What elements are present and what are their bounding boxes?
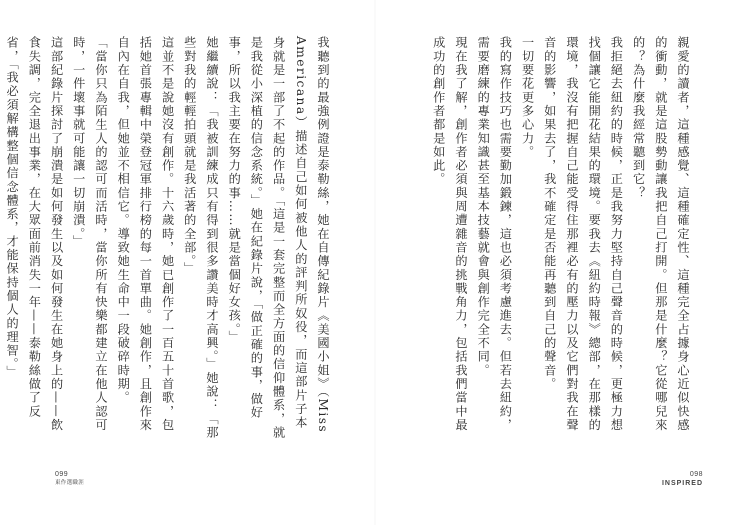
right-page-body-text: 親愛的讀者，這種感覺、這種確定性、這種完全占據身心近似快感的衝動，就是這股勢動讓我把自己打開。但那是什麼？它從哪兒來的？為什麼我經常聽到它？ 我拒絕去紐約的時候，正是我努力堅持自己聲音的時候，更極力想找個讓它能開花結果的環境。要我去《紐約時報》總部，在那樣的環境，我沒有把握自己能受得住那裡必有的壓力以及它們對我在聲音的影響，如果去了，我不確定是否能再聽到自己的聲音。 一切要花更多心力。 我的寫作技巧也需要勤加鍛鍊，這也必須考慮進去。但若去紐約，需要磨練的專業知識甚至基本技藝就會與創作完全不同。 現在我了解，創作者必須與周遭雜音的挑戰角力，包括我們當中最成功的創作者都是如此。 xyxy=(431,36,690,432)
right-page-number: 098 xyxy=(689,471,703,478)
left-page-body-text: 我聽到的最強例證是泰勒絲，她在自傳紀錄片《美國小姐》（Miss Americana）描述自己如何被他人的評判所奴役，而這部片子本身就是一部了不起的作品。「這是一套完整而全方面的信仰體系，就是我從小深植的信念系統。」她在紀錄片說，「做正確的事，做好事，所以我主要在努力的事……就是當個好女孩。」 她繼續說：「我被訓練成只有得到很多讚美時才高興。」她說：「那些對我的輕輕拍頭就是我活著的全部。」 這並不是說她沒有創作。十六歲時，她已創作了一百五十首歌，包括她首張專輯中榮登冠軍排行榜的每一首單曲。她創作，且創作來自內在自我，但她並不相信它。導致她生命中一段破碎時期。 「當你只為陌生人的認可而活時，當你所有快樂都建立在他人認可時，一件壞事就可能讓一切崩潰。」 這部紀錄片探討了崩潰是如何發生以及如何發生在她身上的——飲食失調，完全退出事業，在大眾面前消失一年——泰勒絲做了反省，「我必須解構整個信念體系，才能保持個人的理智。」 xyxy=(5,36,330,440)
left-page-running-title: 東作選職涯 xyxy=(55,480,85,486)
right-page xyxy=(375,0,750,525)
left-page-folio xyxy=(55,470,84,487)
right-page-running-title: INSPIRED xyxy=(661,480,703,487)
right-page-folio xyxy=(662,470,703,488)
left-page-number: 099 xyxy=(55,471,69,478)
